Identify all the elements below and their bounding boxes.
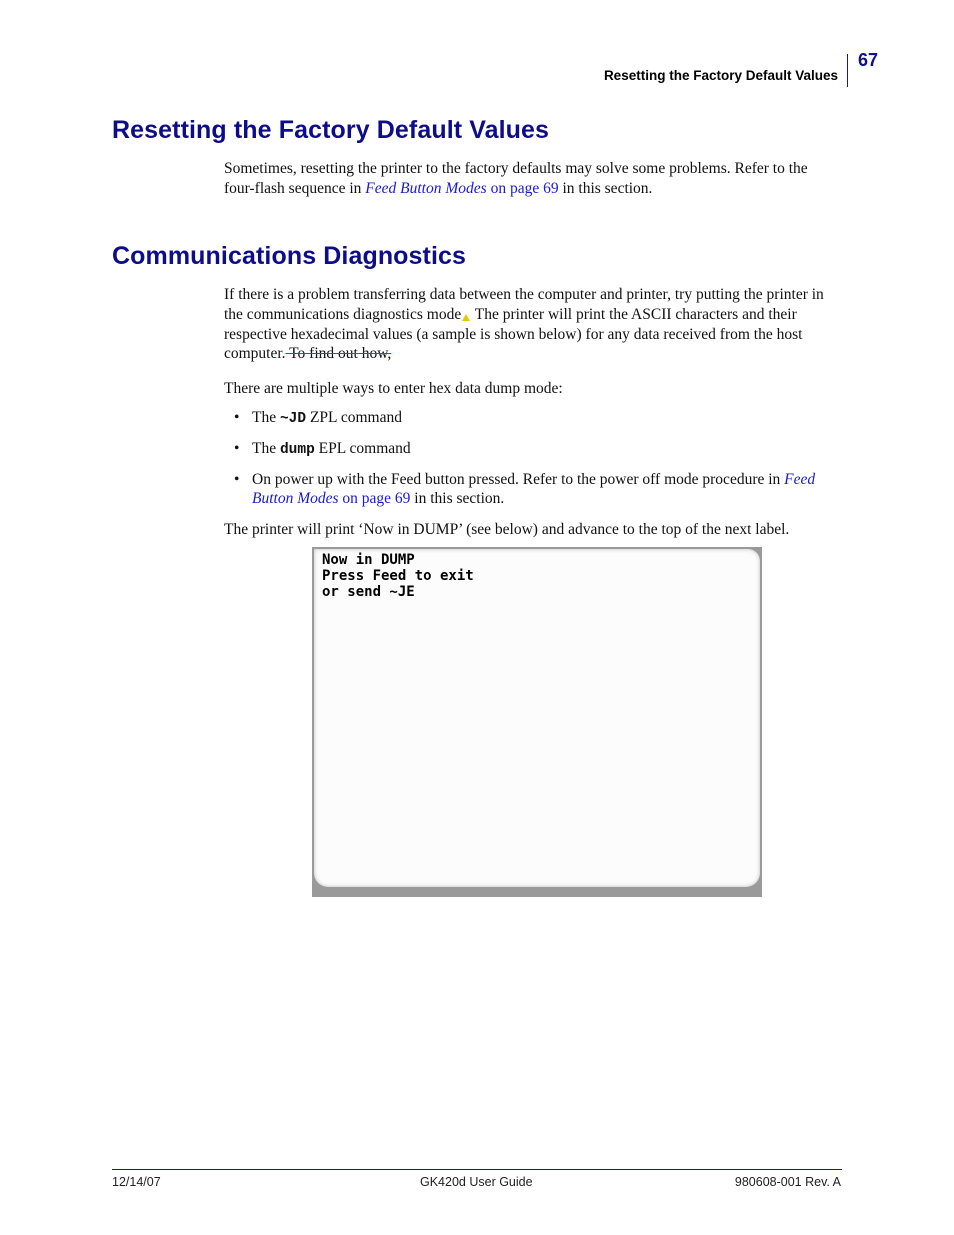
link-title: Feed Button Modes	[365, 179, 487, 197]
list-item	[224, 439, 840, 461]
bullet-code: dump	[279, 441, 315, 458]
link-page: on page 69	[338, 490, 411, 508]
label-line-1: Now in DUMP	[322, 552, 415, 568]
label-line-3: or send ~JE	[322, 584, 415, 600]
label-paper	[314, 549, 760, 887]
bullet-suffix: EPL command	[314, 439, 411, 457]
footer-date: 12/14/07	[112, 1175, 161, 1189]
label-line-2: Press Feed to exit	[322, 568, 474, 584]
reset-paragraph	[224, 159, 840, 199]
bullet-icon: •	[234, 439, 240, 457]
diag-text-1: If there is a problem transferring data between the computer and printer, try putting the printer in the communications diagnostics mode	[224, 286, 824, 323]
list-item	[224, 470, 840, 510]
footer-guide-title: GK420d User Guide	[420, 1175, 533, 1189]
running-header-title: Resetting the Factory Default Values	[603, 68, 838, 83]
link-page: on page 69	[486, 179, 559, 197]
footer-divider	[112, 1169, 842, 1170]
header-divider	[847, 54, 848, 87]
bullet-code: ~JD	[279, 411, 307, 427]
diagnostics-paragraph	[224, 285, 840, 364]
diag-text-2: The printer will print the ASCII characters and their respective hexadecimal values (a sample is shown below) for any data received from the host computer.	[224, 305, 803, 363]
bullet-icon: •	[234, 470, 240, 488]
footer-revision: 980608-001 Rev. A	[734, 1175, 841, 1189]
bullet-suffix: ZPL command	[306, 409, 402, 426]
label-printed-text	[322, 552, 474, 600]
list-item	[224, 408, 840, 430]
page-number: 67	[858, 50, 879, 70]
link-title: Feed Button Modes	[252, 470, 816, 508]
struck-text: To find out how,	[285, 345, 392, 363]
heading-resetting-factory-defaults: Resetting the Factory Default Values	[112, 116, 550, 144]
dump-label-sample-image	[312, 547, 762, 897]
bullet-suffix: in this section.	[410, 490, 505, 508]
bullet-prefix: On power up with the Feed button pressed. Refer to the power off mode procedure in	[252, 470, 785, 488]
hex-dump-intro: There are multiple ways to enter hex data dump mode:	[224, 380, 563, 397]
feed-button-modes-link[interactable]	[365, 180, 558, 197]
reset-text-before: Sometimes, resetting the printer to the factory defaults may solve some problems. Refer to the four-flash sequence in	[224, 160, 808, 197]
bullet-prefix: The	[252, 439, 280, 457]
hex-dump-methods-list	[224, 408, 840, 518]
heading-communications-diagnostics: Communications Diagnostics	[112, 242, 467, 270]
reset-text-after: in this section.	[558, 179, 653, 197]
bullet-icon: •	[234, 409, 240, 426]
bullet-prefix: The	[252, 409, 280, 426]
insertion-caret-icon	[462, 314, 470, 321]
dump-output-paragraph: The printer will print ‘Now in DUMP’ (see below) and advance to the top of the next label.	[224, 521, 790, 538]
